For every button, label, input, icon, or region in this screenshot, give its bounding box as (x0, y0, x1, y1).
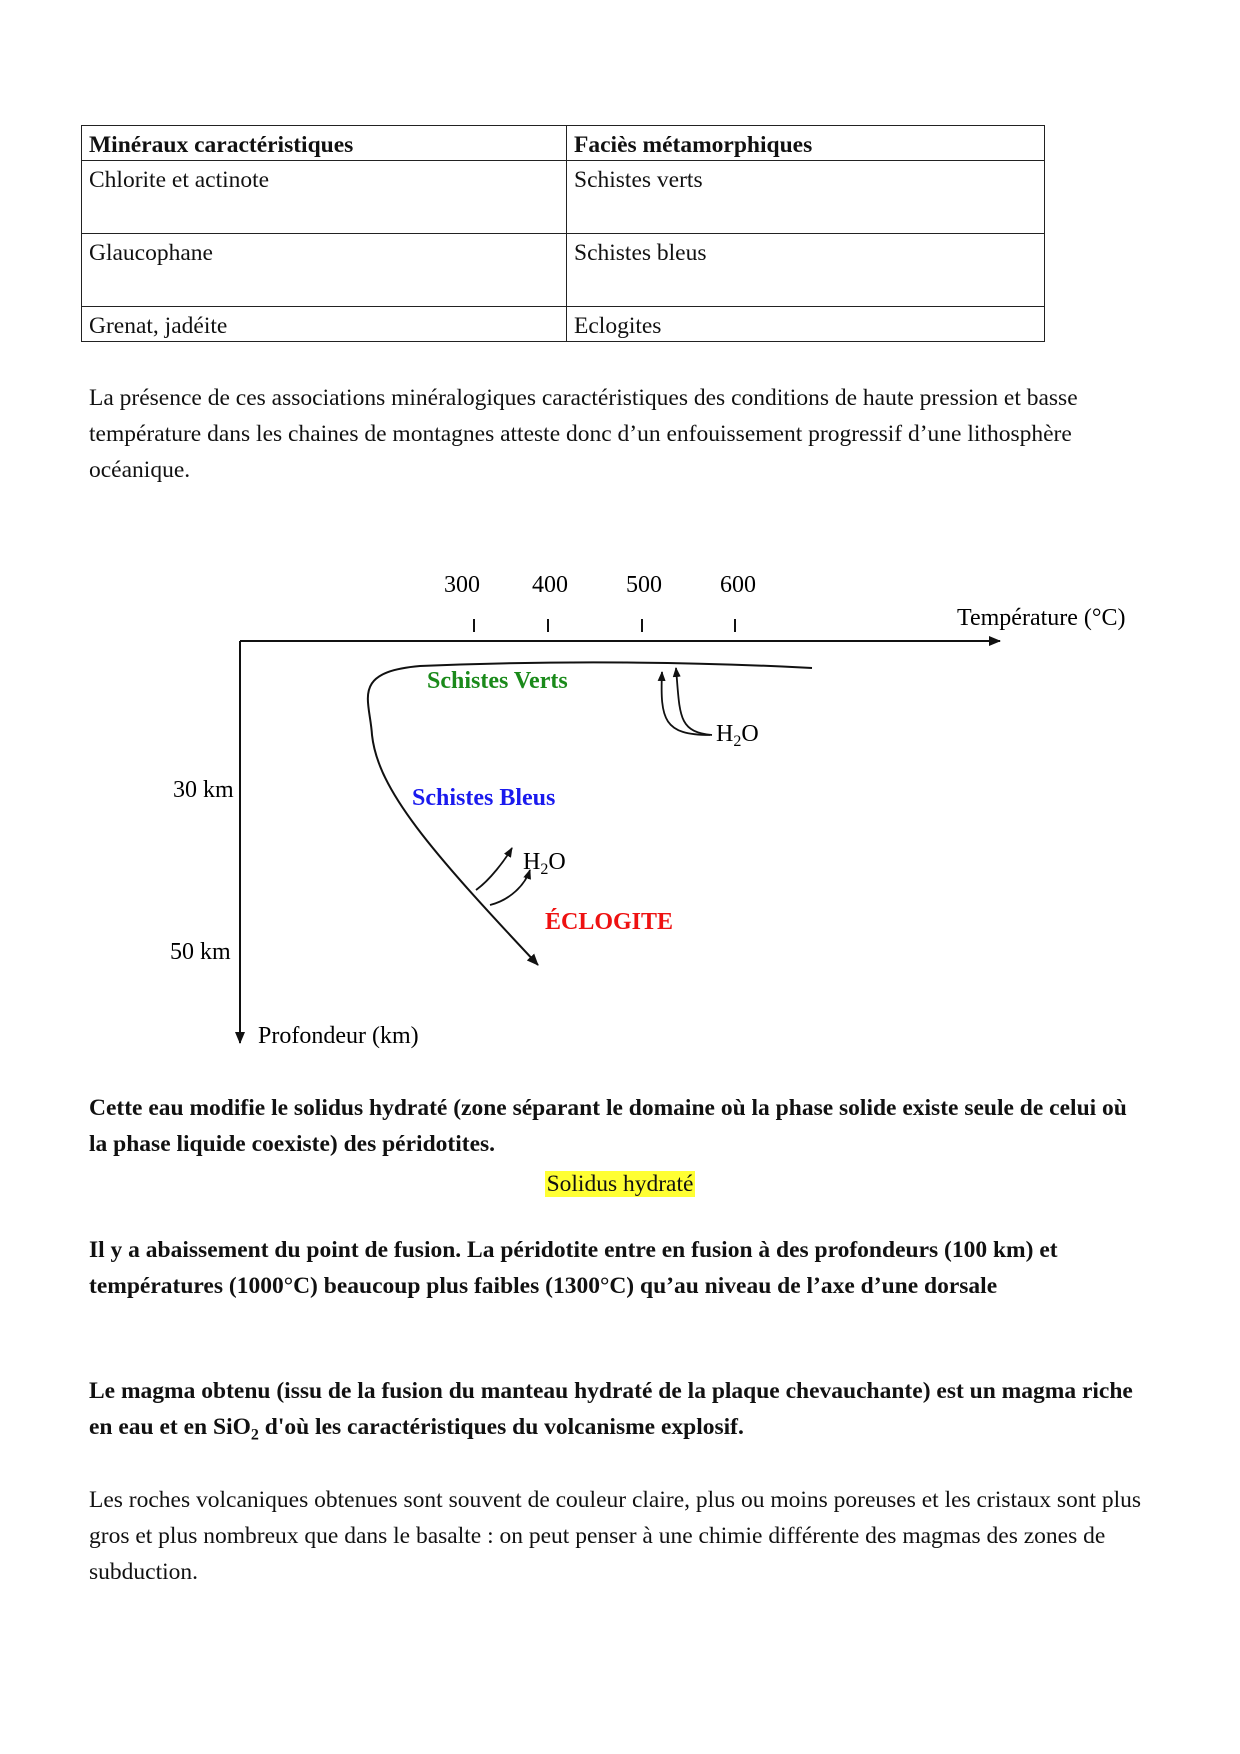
table-cell: Grenat, jadéite (82, 307, 567, 342)
solidus-label-wrapper (0, 1168, 1240, 1200)
table-cell: Glaucophane (82, 234, 567, 307)
magma-text: Le magma obtenu (issu de la fusion du manteau hydraté de la plaque chevauchante) est un magma riche en eau et en SiO (89, 1378, 1133, 1440)
intro-paragraph: La présence de ces associations minéralogiques caractéristiques des conditions de haute pression et basse température dans les chaines de montagnes atteste donc d’un enfouissement progressif d’une lithosphère océanique. (89, 385, 1078, 483)
eau-paragraph: Cette eau modifie le solidus hydraté (zone séparant le domaine où la phase solide existe seule de celui où la phase liquide coexiste) des péridotites. (89, 1095, 1127, 1157)
fusion-paragraph: Il y a abaissement du point de fusion. La péridotite entre en fusion à des profondeurs (100 km) et températures (1000°C) beaucoup plus faibles (1300°C) qu’au niveau de l’axe d’une dorsale (89, 1237, 1058, 1299)
water-release-arrow (476, 848, 512, 890)
temp-tick-label: 400 (532, 572, 568, 598)
table-header-cell: Minéraux caractéristiques (82, 126, 567, 161)
table-header-cell: Faciès métamorphiques (567, 126, 1045, 161)
table-cell: Schistes bleus (567, 234, 1045, 307)
depth-tick-label: 50 km (170, 939, 231, 965)
x-axis-label: Température (°C) (957, 605, 1126, 631)
magma-subscript: 2 (250, 1426, 259, 1444)
water-label: $H_2O$ (523, 849, 566, 878)
temp-tick-label: 600 (720, 572, 756, 598)
zone-label-schistes-bleus: Schistes Bleus (412, 785, 556, 811)
magma-paragraph (89, 1373, 1149, 1454)
zone-label-schistes-verts: Schistes Verts (427, 668, 568, 694)
water-release-arrow (490, 870, 530, 905)
table-cell: Eclogites (567, 307, 1045, 342)
table-cell: Schistes verts (567, 161, 1045, 234)
roches-paragraph: Les roches volcaniques obtenues sont souvent de couleur claire, plus ou moins poreuses et les cristaux sont plus gros et plus nombreux que dans le basalte : on peut penser à une chimie différente des magmas des zones de subduction. (89, 1487, 1142, 1585)
water-release-arrow (662, 672, 710, 735)
table-cell: Chlorite et actinote (82, 161, 567, 234)
water-label: $H_2O$ (716, 721, 759, 750)
y-axis-label: Profondeur (km) (258, 1023, 419, 1049)
depth-tick-label: 30 km (173, 777, 234, 803)
solidus-highlight: Solidus hydraté (546, 1171, 694, 1197)
water-release-arrow (676, 668, 712, 735)
temp-tick-label: 500 (626, 572, 662, 598)
magma-text-end: d'où les caractéristiques du volcanisme explosif. (258, 1414, 744, 1440)
temp-tick-label: 300 (444, 572, 480, 598)
zone-label-eclogite: ÉCLOGITE (545, 909, 674, 935)
